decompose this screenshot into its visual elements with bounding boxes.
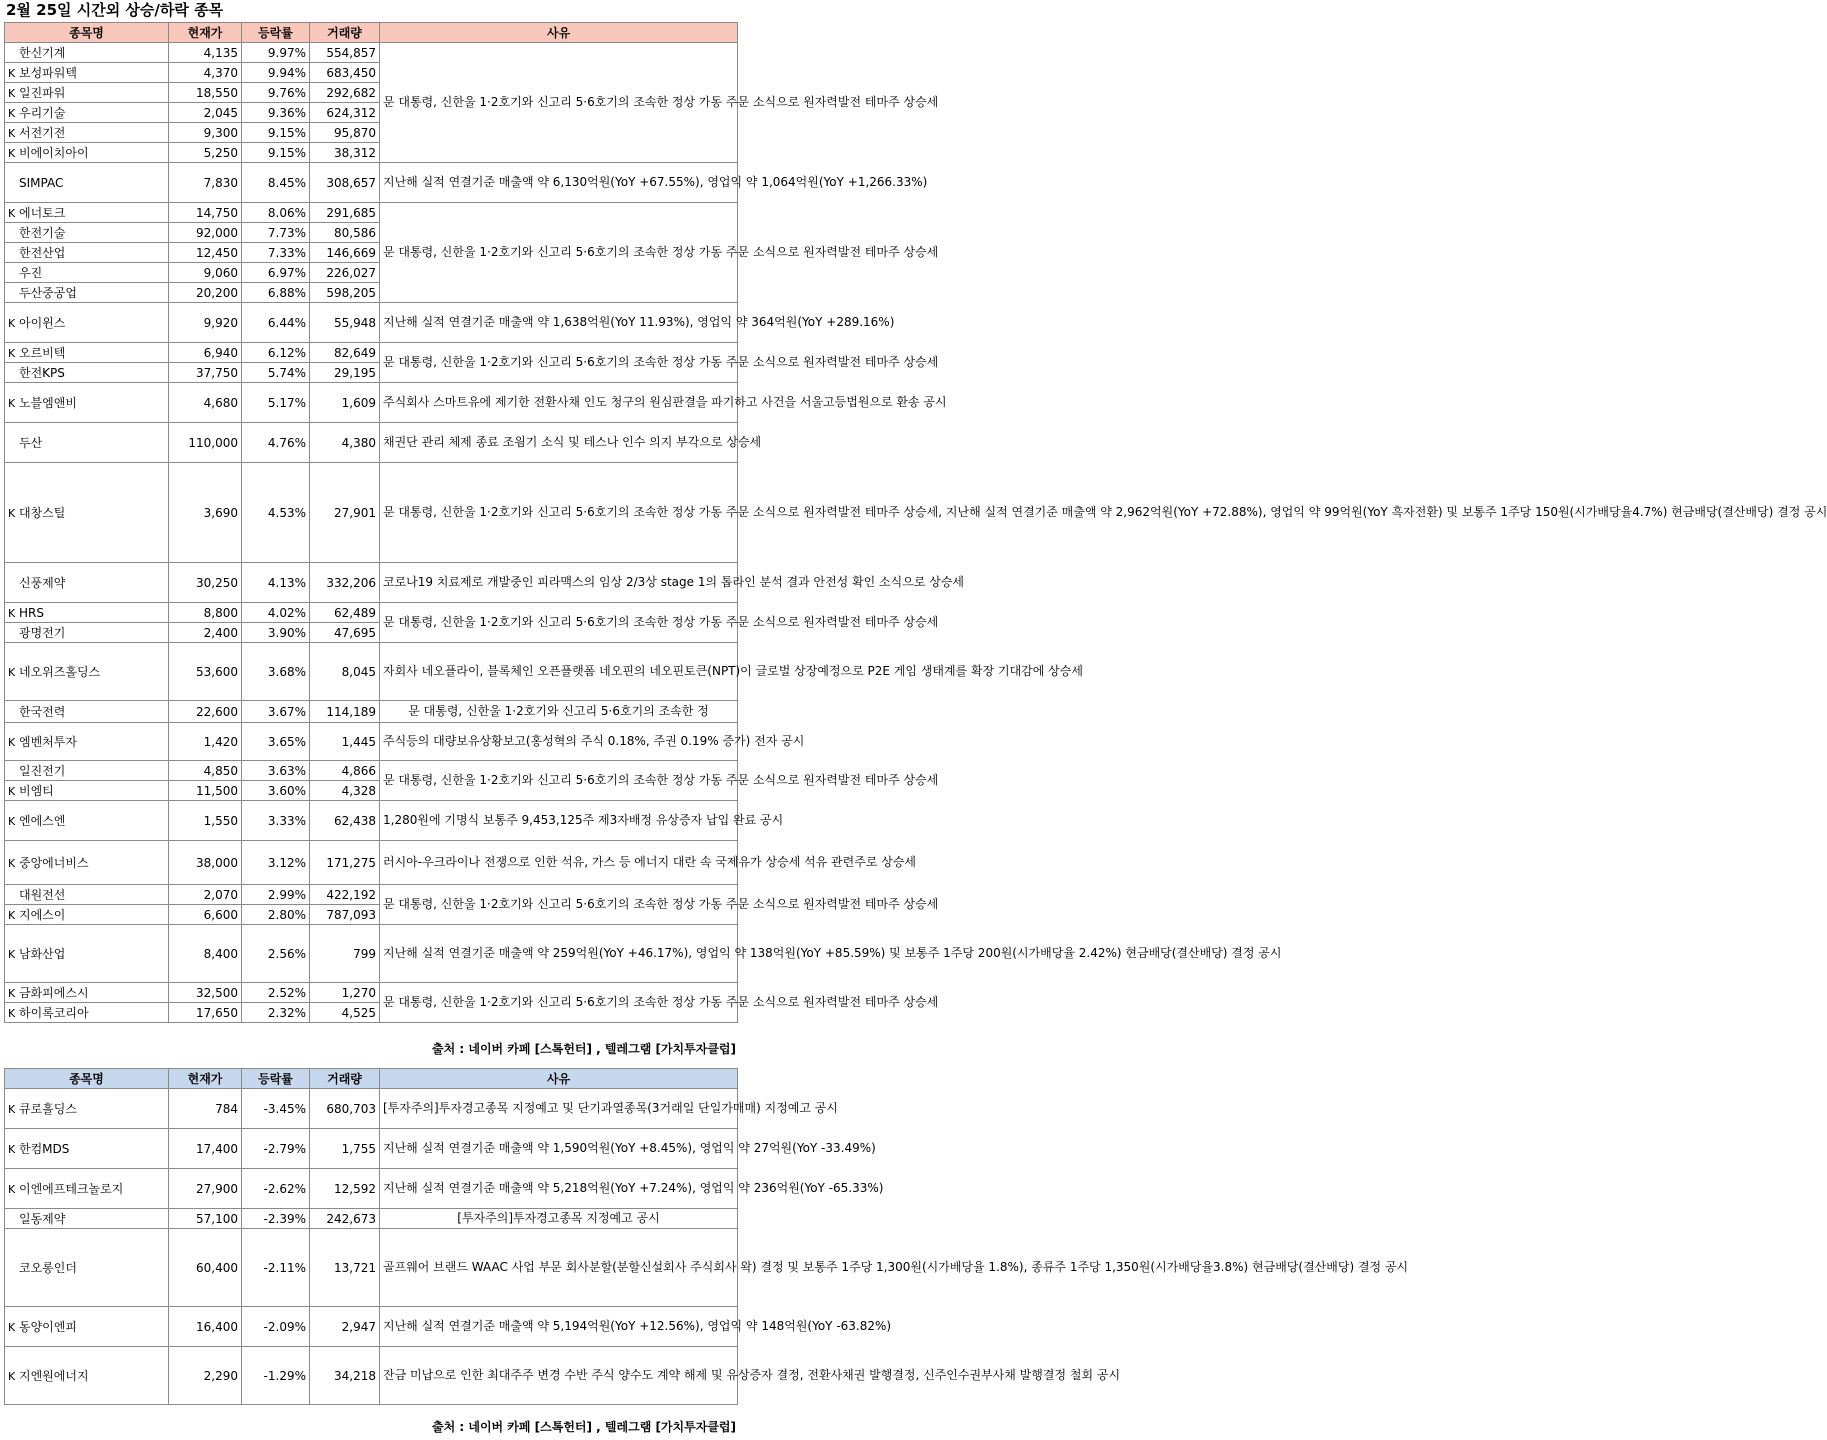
table-row: K 남화산업 8,400 2.56% 799 지난해 실적 연결기준 매출액 약 259억원(YoY +46.17%), 영업익 약 138억원(YoY +85.59%) 및 보통주 1주당 200원(시가배당율 2.42%) 현금배당(결산배당) 결정 공시 (5, 925, 738, 983)
reason-cell: 1,280원에 기명식 보통주 9,453,125주 제3자배정 유상증자 납입 완료 공시 (380, 801, 738, 841)
table-row: K 한컴MDS 17,400 -2.79% 1,755 지난해 실적 연결기준 매출액 약 1,590억원(YoY +8.45%), 영업익 약 27억원(YoY -33.49%) (5, 1129, 738, 1169)
reason-cell: 잔금 미납으로 인한 최대주주 변경 수반 주식 양수도 계약 해제 및 유상증자 결정, 전환사채권 발행결정, 신주인수권부사채 발행결정 철회 공시 (380, 1347, 738, 1405)
table-row: K 아이윈스 9,920 6.44% 55,948 지난해 실적 연결기준 매출액 약 1,638억원(YoY 11.93%), 영업익 약 364억원(YoY +289.16%) (5, 303, 738, 343)
table-row: K 오르비텍 6,940 6.12% 82,649 문 대통령, 신한울 1·2호기와 신고리 5·6호기의 조속한 정상 가동 주문 소식으로 원자력발전 테마주 상승세 (5, 343, 738, 363)
table-row: 한전KPS 37,750 5.74% 29,195 (5, 363, 738, 383)
reason-cell: 주식회사 스마트유에 제기한 전환사채 인도 청구의 원심판결을 파기하고 사건을 서울고등법원으로 환송 공시 (380, 383, 738, 423)
reason-cell: 문 대통령, 신한울 1·2호기와 신고리 5·6호기의 조속한 정상 가동 주문 소식으로 원자력발전 테마주 상승세 (380, 203, 738, 303)
table-row: K 대창스틸 3,690 4.53% 27,901 문 대통령, 신한울 1·2호기와 신고리 5·6호기의 조속한 정상 가동 주문 소식으로 원자력발전 테마주 상승세, 지난해 실적 연결기준 매출액 약 2,962억원(YoY +72.88%), 영업익 약 99억원(YoY 흑자전환) 및 보통주 1주당 150원(시가배당율4.7%) 현금배당(결산배당) 결정 공시 (5, 463, 738, 563)
table-row: K 동양이엔피 16,400 -2.09% 2,947 지난해 실적 연결기준 매출액 약 5,194억원(YoY +12.56%), 영업익 약 148억원(YoY -63.82%) (5, 1307, 738, 1347)
table-row: K 우리기술 2,045 9.36% 624,312 (5, 103, 738, 123)
reason-cell: 코로나19 치료제로 개발중인 피라맥스의 임상 2/3상 stage 1의 톱라인 분석 결과 안전성 확인 소식으로 상승세 (380, 563, 738, 603)
table-row: K 엠벤처투자 1,420 3.65% 1,445 주식등의 대량보유상황보고(홍성혁의 주식 0.18%, 주권 0.19% 증가) 전자 공시 (5, 723, 738, 761)
header-name: 종목명 (5, 23, 169, 43)
table-header-row (5, 1069, 738, 1089)
reason-cell: [투자주의]투자경고종목 지정예고 공시 (380, 1209, 738, 1229)
reason-cell: 문 대통령, 신한울 1·2호기와 신고리 5·6호기의 조속한 정상 가동 주문 소식으로 원자력발전 테마주 상승세 (380, 983, 738, 1023)
table-header-row (5, 23, 738, 43)
header-reason: 사유 (380, 1069, 738, 1089)
table-row: K 큐로홀딩스 784 -3.45% 680,703 [투자주의]투자경고종목 지정예고 및 단기과열종목(3거래일 단일가매매) 지정예고 공시 (5, 1089, 738, 1129)
table-row: 한전기술 92,000 7.73% 80,586 (5, 223, 738, 243)
reason-cell: 지난해 실적 연결기준 매출액 약 6,130억원(YoY +67.55%), 영업익 약 1,064억원(YoY +1,266.33%) (380, 163, 738, 203)
losers-table (4, 1068, 1409, 1405)
reason-cell: 문 대통령, 신한울 1·2호기와 신고리 5·6호기의 조속한 정상 가동 주문 소식으로 원자력발전 테마주 상승세 (380, 43, 738, 163)
gainers-table (4, 22, 1827, 1023)
reason-cell: 골프웨어 브랜드 WAAC 사업 부문 회사분할(분할신설회사 주식회사 왁) 결정 및 보통주 1주당 1,300원(시가배당율 1.8%), 종류주 1주당 1,350원(시가배당율3.8%) 현금배당(결산배당) 결정 공시 (380, 1229, 738, 1307)
reason-cell: 자회사 네오플라이, 블록체인 오픈플랫폼 네오핀의 네오핀토큰(NPT)이 글로벌 상장예정으로 P2E 게임 생태계를 확장 기대감에 상승세 (380, 643, 738, 701)
reason-cell: 주식등의 대량보유상황보고(홍성혁의 주식 0.18%, 주권 0.19% 증가) 전자 공시 (380, 723, 738, 761)
reason-cell: 문 대통령, 신한울 1·2호기와 신고리 5·6호기의 조속한 정상 가동 주문 소식으로 원자력발전 테마주 상승세 (380, 603, 738, 643)
table-row: K 엔에스엔 1,550 3.33% 62,438 1,280원에 기명식 보통주 9,453,125주 제3자배정 유상증자 납입 완료 공시 (5, 801, 738, 841)
table-row: 우진 9,060 6.97% 226,027 (5, 263, 738, 283)
table-row: K 지에스이 6,600 2.80% 787,093 (5, 905, 738, 925)
table-row: 일동제약 57,100 -2.39% 242,673 [투자주의]투자경고종목 지정예고 공시 (5, 1209, 738, 1229)
table-row: 코오롱인더 60,400 -2.11% 13,721 골프웨어 브랜드 WAAC 사업 부문 회사분할(분할신설회사 주식회사 왁) 결정 및 보통주 1주당 1,300원(시가배당율 1.8%), 종류주 1주당 1,350원(시가배당율3.8%) 현금배당(결산배당) 결정 공시 (5, 1229, 738, 1307)
header-name: 종목명 (5, 1069, 169, 1089)
header-change: 등락률 (242, 23, 310, 43)
reason-cell: 지난해 실적 연결기준 매출액 약 5,194억원(YoY +12.56%), 영업익 약 148억원(YoY -63.82%) (380, 1307, 738, 1347)
header-price: 현재가 (169, 23, 242, 43)
table-row: K 일진파워 18,550 9.76% 292,682 (5, 83, 738, 103)
table-row: K 지엔원에너지 2,290 -1.29% 34,218 잔금 미납으로 인한 최대주주 변경 수반 주식 양수도 계약 해제 및 유상증자 결정, 전환사채권 발행결정, 신주인수권부사채 발행결정 철회 공시 (5, 1347, 738, 1405)
table-row: 신풍제약 30,250 4.13% 332,206 코로나19 치료제로 개발중인 피라맥스의 임상 2/3상 stage 1의 톱라인 분석 결과 안전성 확인 소식으로 상승세 (5, 563, 738, 603)
table-row: K 에너토크 14,750 8.06% 291,685 문 대통령, 신한울 1·2호기와 신고리 5·6호기의 조속한 정상 가동 주문 소식으로 원자력발전 테마주 상승세 (5, 203, 738, 223)
table-row: 대원전선 2,070 2.99% 422,192 문 대통령, 신한울 1·2호기와 신고리 5·6호기의 조속한 정상 가동 주문 소식으로 원자력발전 테마주 상승세 (5, 885, 738, 905)
table-row: K 비엠티 11,500 3.60% 4,328 (5, 781, 738, 801)
reason-cell: 지난해 실적 연결기준 매출액 약 1,590억원(YoY +8.45%), 영업익 약 27억원(YoY -33.49%) (380, 1129, 738, 1169)
page-title: 2월 25일 시간외 상승/하락 종목 (6, 1, 224, 19)
table-row: K 이엔에프테크놀로지 27,900 -2.62% 12,592 지난해 실적 연결기준 매출액 약 5,218억원(YoY +7.24%), 영업익 약 236억원(YoY -65.33%) (5, 1169, 738, 1209)
header-volume: 거래량 (310, 1069, 380, 1089)
table-row: K 네오위즈홀딩스 53,600 3.68% 8,045 자회사 네오플라이, 블록체인 오픈플랫폼 네오핀의 네오핀토큰(NPT)이 글로벌 상장예정으로 P2E 게임 생태계를 확장 기대감에 상승세 (5, 643, 738, 701)
header-price: 현재가 (169, 1069, 242, 1089)
table-row: 일진전기 4,850 3.63% 4,866 문 대통령, 신한울 1·2호기와 신고리 5·6호기의 조속한 정상 가동 주문 소식으로 원자력발전 테마주 상승세 (5, 761, 738, 781)
table-row: 한신기계 4,135 9.97% 554,857 문 대통령, 신한울 1·2호기와 신고리 5·6호기의 조속한 정상 가동 주문 소식으로 원자력발전 테마주 상승세 (5, 43, 738, 63)
reason-cell: 지난해 실적 연결기준 매출액 약 5,218억원(YoY +7.24%), 영업익 약 236억원(YoY -65.33%) (380, 1169, 738, 1209)
table-row: 광명전기 2,400 3.90% 47,695 (5, 623, 738, 643)
table-row: K 중앙에너비스 38,000 3.12% 171,275 러시아-우크라이나 전쟁으로 인한 석유, 가스 등 에너지 대란 속 국제유가 상승세 석유 관련주로 상승세 (5, 841, 738, 885)
reason-cell: [투자주의]투자경고종목 지정예고 및 단기과열종목(3거래일 단일가매매) 지정예고 공시 (380, 1089, 738, 1129)
table-row: K 노블엠앤비 4,680 5.17% 1,609 주식회사 스마트유에 제기한 전환사채 인도 청구의 원심판결을 파기하고 사건을 서울고등법원으로 환송 공시 (5, 383, 738, 423)
table-row: 두산중공업 20,200 6.88% 598,205 (5, 283, 738, 303)
reason-cell: 문 대통령, 신한울 1·2호기와 신고리 5·6호기의 조속한 정상 가동 주문 소식으로 원자력발전 테마주 상승세, 지난해 실적 연결기준 매출액 약 2,962억원(YoY +72.88%), 영업익 약 99억원(YoY 흑자전환) 및 보통주 1주당 150원(시가배당율4.7%) 현금배당(결산배당) 결정 공시 (380, 463, 738, 563)
table-row: 두산 110,000 4.76% 4,380 채권단 관리 체제 종료 조읨기 소식 및 테스나 인수 의지 부각으로 상승세 (5, 423, 738, 463)
reason-cell: 채권단 관리 체제 종료 조읨기 소식 및 테스나 인수 의지 부각으로 상승세 (380, 423, 738, 463)
source-caption: 출처 : 네이버 카페 [스톡헌터] , 텔레그램 [가치투자클럽] (432, 1420, 736, 1434)
table-row: K 보성파워텍 4,370 9.94% 683,450 (5, 63, 738, 83)
reason-cell: 문 대통령, 신한울 1·2호기와 신고리 5·6호기의 조속한 정상 가동 주문 소식으로 원자력발전 테마주 상승세 (380, 343, 738, 383)
reason-cell: 문 대통령, 신한울 1·2호기와 신고리 5·6호기의 조속한 정 (380, 701, 738, 723)
header-volume: 거래량 (310, 23, 380, 43)
table-row: K 비에이치아이 5,250 9.15% 38,312 (5, 143, 738, 163)
table-row: 한국전력 22,600 3.67% 114,189 문 대통령, 신한울 1·2호기와 신고리 5·6호기의 조속한 정 (5, 701, 738, 723)
header-change: 등락률 (242, 1069, 310, 1089)
table-row: K 서전기전 9,300 9.15% 95,870 (5, 123, 738, 143)
table-row: 한전산업 12,450 7.33% 146,669 (5, 243, 738, 263)
header-reason: 사유 (380, 23, 738, 43)
table-row: K 하이록코리아 17,650 2.32% 4,525 (5, 1003, 738, 1023)
source-caption: 출처 : 네이버 카페 [스톡헌터] , 텔레그램 [가치투자클럽] (432, 1042, 736, 1056)
reason-cell: 지난해 실적 연결기준 매출액 약 1,638억원(YoY 11.93%), 영업익 약 364억원(YoY +289.16%) (380, 303, 738, 343)
table-row: K HRS 8,800 4.02% 62,489 문 대통령, 신한울 1·2호기와 신고리 5·6호기의 조속한 정상 가동 주문 소식으로 원자력발전 테마주 상승세 (5, 603, 738, 623)
reason-cell: 문 대통령, 신한울 1·2호기와 신고리 5·6호기의 조속한 정상 가동 주문 소식으로 원자력발전 테마주 상승세 (380, 761, 738, 801)
reason-cell: 지난해 실적 연결기준 매출액 약 259억원(YoY +46.17%), 영업익 약 138억원(YoY +85.59%) 및 보통주 1주당 200원(시가배당율 2.42%) 현금배당(결산배당) 결정 공시 (380, 925, 738, 983)
table-row: K 금화피에스시 32,500 2.52% 1,270 문 대통령, 신한울 1·2호기와 신고리 5·6호기의 조속한 정상 가동 주문 소식으로 원자력발전 테마주 상승세 (5, 983, 738, 1003)
reason-cell: 러시아-우크라이나 전쟁으로 인한 석유, 가스 등 에너지 대란 속 국제유가 상승세 석유 관련주로 상승세 (380, 841, 738, 885)
reason-cell: 문 대통령, 신한울 1·2호기와 신고리 5·6호기의 조속한 정상 가동 주문 소식으로 원자력발전 테마주 상승세 (380, 885, 738, 925)
table-row: SIMPAC 7,830 8.45% 308,657 지난해 실적 연결기준 매출액 약 6,130억원(YoY +67.55%), 영업익 약 1,064억원(YoY +1,266.33%) (5, 163, 738, 203)
